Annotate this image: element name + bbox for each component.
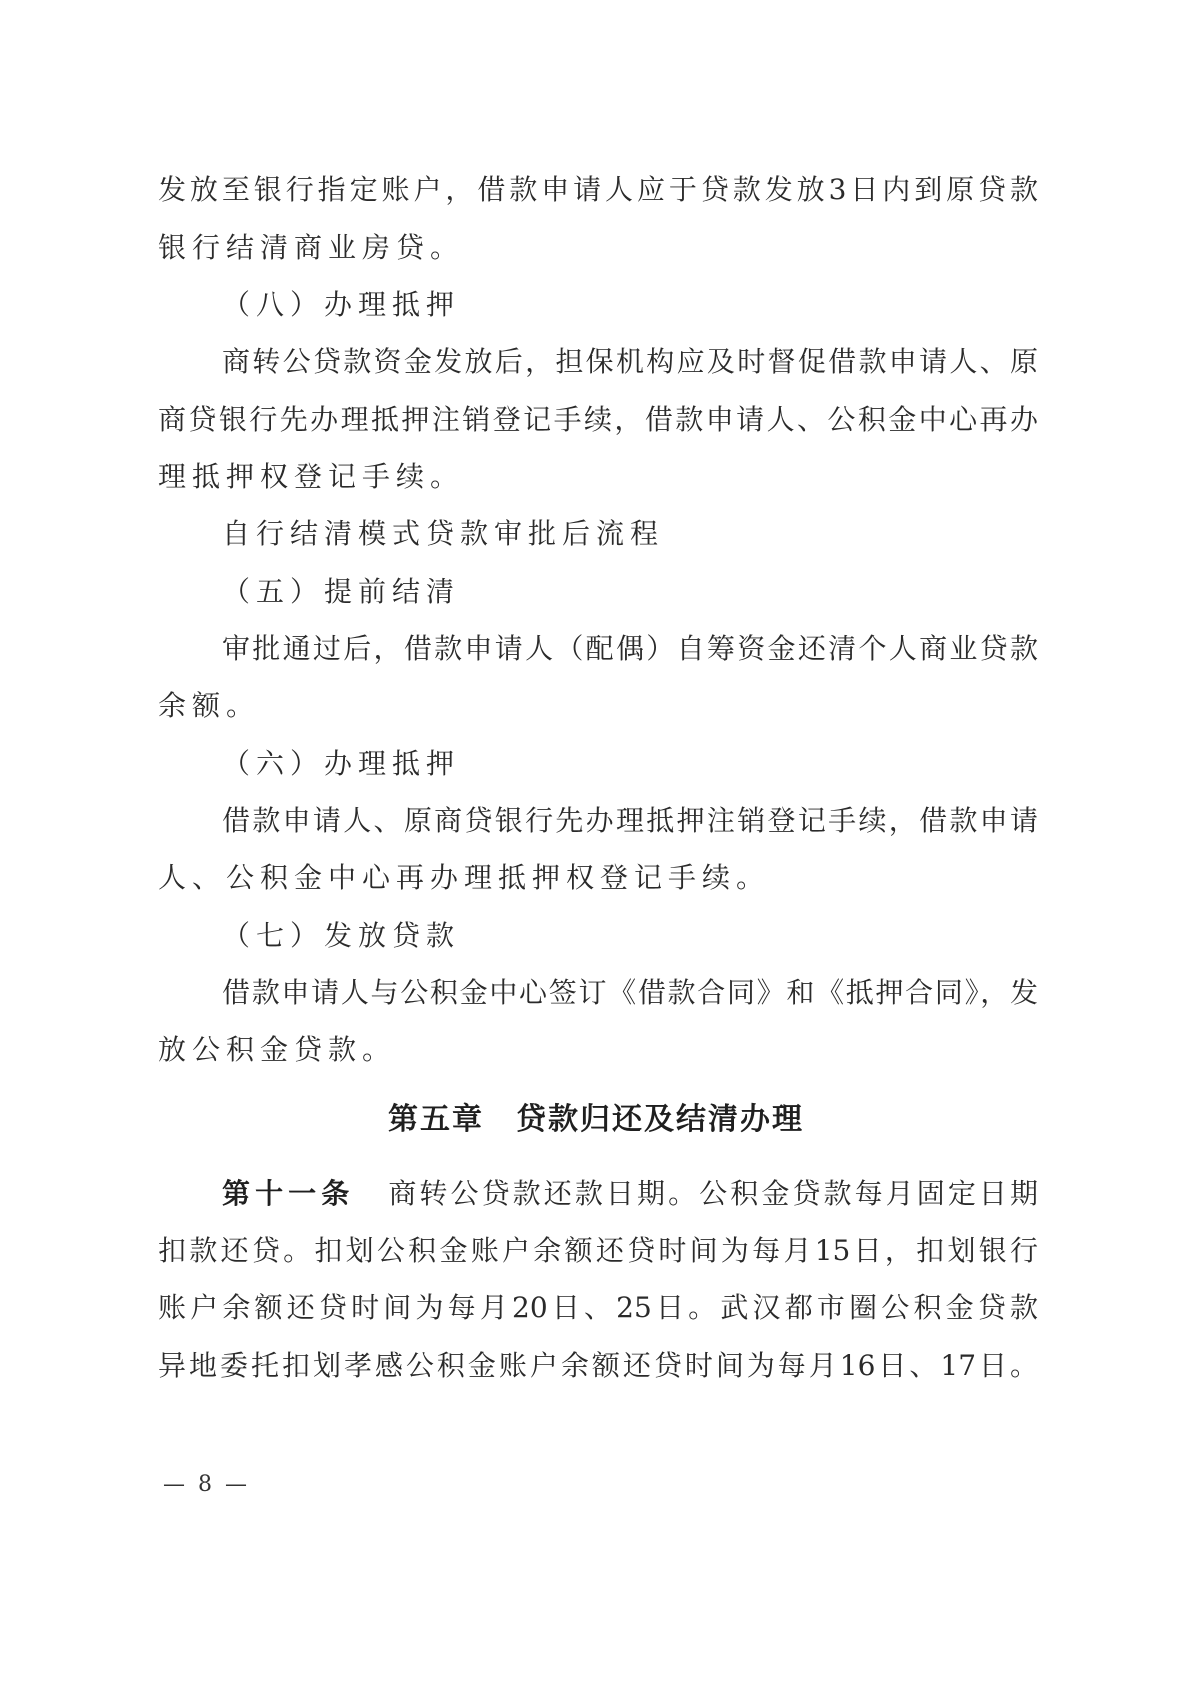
text-line: 银行结清商业房贷。	[158, 231, 465, 264]
text-line: 商贷银行先办理抵押注销登记手续，借款申请人、公积金中心再办	[158, 403, 1038, 436]
text-line: 余额。	[158, 689, 261, 722]
text-line: 借款申请人与公积金中心签订《借款合同》和《抵押合同》，发	[222, 976, 1038, 1009]
text-line: 借款申请人、原商贷银行先办理抵押注销登记手续，借款申请	[222, 804, 1038, 837]
section-heading: （五）提前结清	[222, 575, 461, 608]
text-line: 商转公贷款资金发放后，担保机构应及时督促借款申请人、原	[222, 345, 1038, 378]
article-text: 商转公贷款还款日期。公积金贷款每月固定日期	[388, 1177, 1038, 1210]
text-line: 账户余额还贷时间为每月20日、25日。武汉都市圈公积金贷款	[158, 1291, 1038, 1324]
text-line: 审批通过后，借款申请人（配偶）自筹资金还清个人商业贷款	[222, 632, 1038, 665]
text-line: 异地委托扣划孝感公积金账户余额还贷时间为每月16日、17日。	[158, 1349, 1038, 1382]
section-heading: （六）办理抵押	[222, 747, 461, 780]
text-line: 发放至银行指定账户，借款申请人应于贷款发放3日内到原贷款	[158, 173, 1038, 206]
section-heading: （七）发放贷款	[222, 919, 461, 952]
text-line: 理抵押权登记手续。	[158, 460, 465, 493]
article-first-line	[222, 1177, 1038, 1211]
section-heading: （八）办理抵押	[222, 288, 461, 321]
article-label: 第十一条	[222, 1177, 355, 1210]
text-line: 人、公积金中心再办理抵押权登记手续。	[158, 861, 771, 894]
chapter-title: 第五章 贷款归还及结清办理	[388, 1102, 804, 1137]
text-line: 放公积金贷款。	[158, 1033, 397, 1066]
subsection-heading: 自行结清模式贷款审批后流程	[222, 517, 665, 550]
text-line: 扣款还贷。扣划公积金账户余额还贷时间为每月15日，扣划银行	[158, 1234, 1038, 1267]
page-number: — 8 —	[163, 1472, 250, 1497]
